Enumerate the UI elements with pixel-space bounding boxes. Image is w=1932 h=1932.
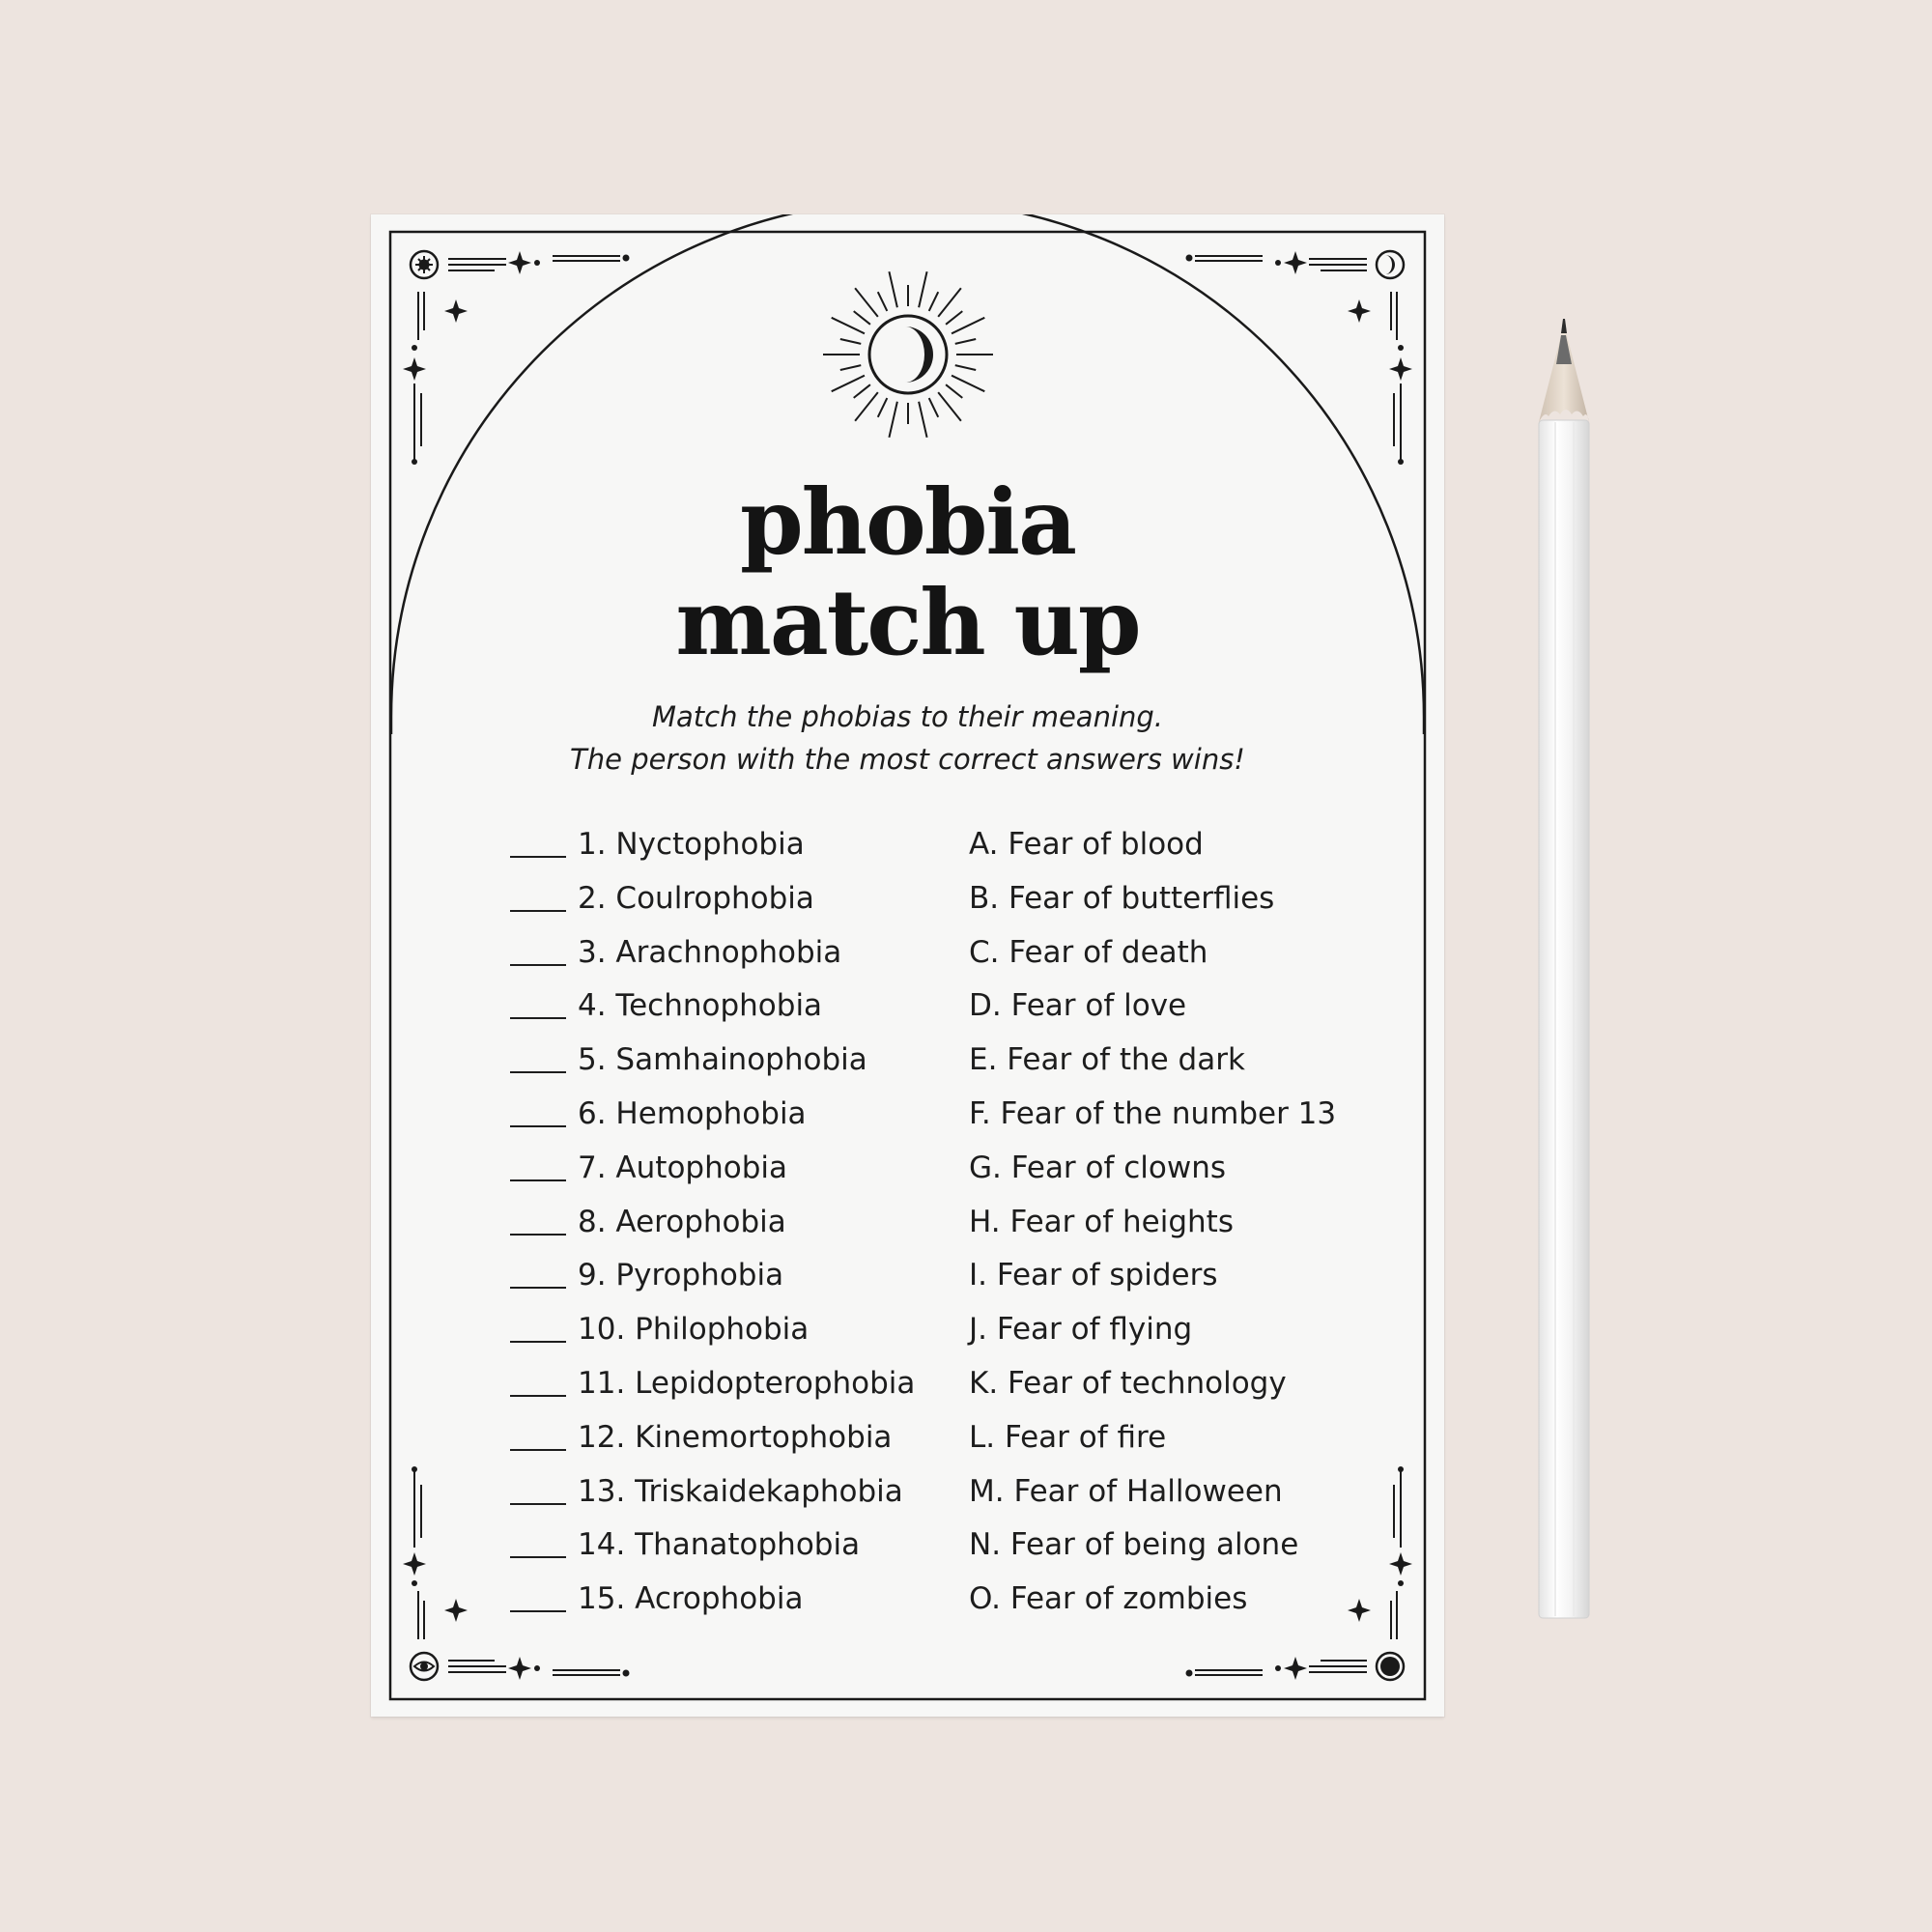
instructions-line-2: The person with the most correct answers wins!	[570, 743, 1245, 776]
pencil	[1531, 314, 1599, 1623]
answer-blank[interactable]	[510, 883, 566, 912]
sun-ray	[854, 311, 870, 325]
meaning-row	[969, 829, 1336, 883]
answer-blank[interactable]	[510, 1583, 566, 1612]
phobia-row	[510, 1152, 915, 1207]
phobia-label: 15. Acrophobia	[578, 1581, 804, 1617]
phobia-row	[510, 1583, 915, 1637]
meaning-row	[969, 1419, 1336, 1476]
meaning-label: E. Fear of the dark	[969, 1042, 1245, 1078]
sun-ray	[946, 384, 962, 398]
phobia-row	[510, 990, 915, 1044]
phobia-row	[510, 1095, 915, 1152]
answer-blank[interactable]	[510, 1044, 566, 1073]
sun-ray	[878, 292, 888, 311]
answer-blank[interactable]	[510, 1098, 566, 1127]
phobia-label: 7. Autophobia	[578, 1150, 787, 1185]
phobia-row	[510, 1365, 916, 1422]
phobia-row	[510, 1473, 915, 1530]
meaning-row	[969, 990, 1336, 1044]
corner-top-left	[411, 251, 620, 461]
answer-blank[interactable]	[510, 1476, 566, 1505]
instructions-line-1: Match the phobias to their meaning.	[651, 700, 1164, 733]
meaning-row	[969, 880, 1336, 937]
answer-blank[interactable]	[510, 990, 566, 1019]
sun-ray	[955, 339, 976, 344]
phobia-list	[510, 829, 915, 1637]
answer-blank[interactable]	[510, 1207, 566, 1236]
sun-ray	[952, 318, 984, 333]
sun-ray	[952, 376, 984, 391]
meaning-row	[969, 1583, 1336, 1637]
sun-ray	[878, 398, 888, 417]
answer-blank[interactable]	[510, 1152, 566, 1181]
meaning-label: O. Fear of zombies	[969, 1581, 1248, 1617]
sun-ray	[919, 271, 926, 307]
meaning-row	[969, 1095, 1337, 1152]
phobia-label: 8. Aerophobia	[578, 1204, 786, 1239]
sun-icon	[411, 251, 438, 278]
phobia-label: 4. Technophobia	[578, 988, 823, 1024]
corner-top-right	[1195, 251, 1404, 461]
meaning-row	[969, 934, 1336, 991]
sun-moon-icon	[823, 271, 993, 438]
meaning-label: H. Fear of heights	[969, 1204, 1234, 1239]
phobia-label: 12. Kinemortophobia	[578, 1419, 893, 1455]
sun-ray	[840, 339, 861, 344]
answer-blank[interactable]	[510, 1368, 566, 1397]
meaning-label: D. Fear of love	[969, 988, 1187, 1024]
meaning-row	[969, 1529, 1336, 1583]
sun-ray	[854, 384, 870, 398]
phobia-label: 13. Triskaidekaphobia	[578, 1473, 903, 1509]
answer-blank[interactable]	[510, 1422, 566, 1451]
sun-ray	[946, 311, 962, 325]
phobia-row	[510, 1314, 915, 1368]
phobia-label: 11. Lepidopterophobia	[578, 1365, 916, 1401]
answer-blank[interactable]	[510, 1260, 566, 1289]
sun-ray	[840, 365, 861, 370]
phobia-label: 3. Arachnophobia	[578, 934, 842, 970]
answer-blank[interactable]	[510, 1529, 566, 1558]
answer-blank[interactable]	[510, 1314, 566, 1343]
answer-blank[interactable]	[510, 937, 566, 966]
sun-ray	[832, 376, 865, 391]
meaning-label: F. Fear of the number 13	[969, 1095, 1337, 1131]
meaning-row	[969, 1152, 1336, 1207]
meaning-list	[969, 829, 1336, 1637]
phobia-label: 14. Thanatophobia	[578, 1527, 861, 1563]
sun-ray	[855, 288, 878, 317]
game-card	[371, 214, 1444, 1717]
phobia-row	[510, 880, 915, 937]
sparkle-icon	[1186, 251, 1413, 465]
meaning-row	[969, 1365, 1336, 1422]
instructions	[371, 696, 1444, 781]
phobia-label: 2. Coulrophobia	[578, 880, 814, 916]
phobia-label: 5. Samhainophobia	[578, 1042, 867, 1078]
phobia-row	[510, 1260, 915, 1314]
sun-ray	[938, 392, 961, 421]
meaning-label: M. Fear of Halloween	[969, 1473, 1283, 1509]
phobia-row	[510, 1044, 915, 1098]
meaning-label: G. Fear of clowns	[969, 1150, 1227, 1185]
meaning-row	[969, 1260, 1336, 1314]
title-line-1: phobia	[739, 469, 1076, 576]
meaning-label: B. Fear of butterflies	[969, 880, 1275, 916]
meaning-label: K. Fear of technology	[969, 1365, 1287, 1401]
meaning-label: J. Fear of flying	[969, 1312, 1193, 1348]
phobia-row	[510, 1204, 915, 1261]
phobia-row	[510, 934, 915, 991]
sun-ray	[919, 402, 926, 438]
phobia-row	[510, 829, 915, 883]
answer-blank[interactable]	[510, 829, 566, 858]
sun-ray	[938, 288, 961, 317]
meaning-row	[969, 1314, 1336, 1368]
phobia-label: 6. Hemophobia	[578, 1095, 807, 1131]
sun-ray	[889, 402, 896, 438]
meaning-label: I. Fear of spiders	[969, 1258, 1218, 1293]
sun-ray	[832, 318, 865, 333]
full-moon-icon	[1377, 1653, 1404, 1680]
phobia-label: 10. Philophobia	[578, 1312, 810, 1348]
sun-ray	[855, 392, 878, 421]
phobia-row	[510, 1419, 915, 1476]
sun-ray	[955, 365, 976, 370]
sun-ray	[929, 398, 939, 417]
meaning-label: C. Fear of death	[969, 934, 1208, 970]
sparkle-icon	[403, 251, 630, 465]
meaning-label: N. Fear of being alone	[969, 1527, 1299, 1563]
meaning-row	[969, 1044, 1336, 1098]
phobia-row	[510, 1529, 915, 1583]
meaning-label: L. Fear of fire	[969, 1419, 1167, 1455]
phobia-label: 9. Pyrophobia	[578, 1258, 784, 1293]
meaning-label: A. Fear of blood	[969, 827, 1204, 862]
phobia-label: 1. Nyctophobia	[578, 827, 805, 862]
crescent-moon-icon	[1377, 251, 1404, 278]
meaning-row	[969, 1473, 1336, 1530]
eye-icon	[411, 1653, 438, 1680]
sun-ray	[889, 271, 896, 307]
sun-ray	[929, 292, 939, 311]
title-line-2: match up	[675, 570, 1140, 676]
meaning-row	[969, 1204, 1336, 1261]
